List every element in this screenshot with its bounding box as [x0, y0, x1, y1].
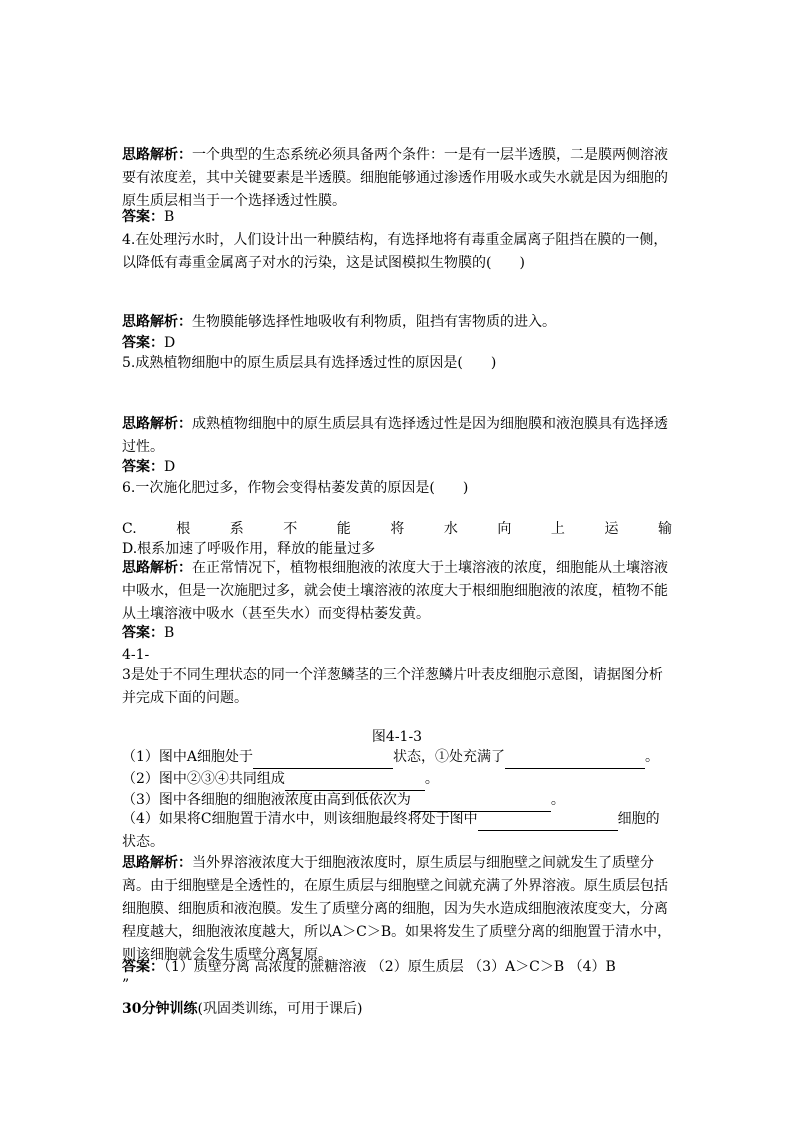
answer-label: 答案： [122, 459, 164, 475]
answer-value: （1）质壁分离 高浓度的蔗糖溶液 （2）原生质层 （3）A＞C＞B （4）B [164, 959, 616, 975]
option-c-char: 不 [283, 521, 298, 537]
analysis-text: 当外界溶液浓度大于细胞液浓度时，原生质层与细胞壁之间就发生了质壁分离。由于细胞壁是全透性的，在原生质层与细胞壁之间就充满了外界溶液。原生质层包括细胞膜、细胞质和液泡膜。发生了质壁分离的细胞，因为失水造成细胞液浓度变大，分离程度越大，细胞液浓度越大，所以A＞C＞B。如果将发生了质壁分离的细胞置于清水中，则该细胞就会发生质壁分离复原。 [122, 855, 672, 963]
answer-line-3 [122, 456, 672, 479]
subquestion-text: 状态，①处充满了 [393, 749, 506, 765]
analysis-text: 一个典型的生态系统必须具备两个条件：一是有一层半透膜，二是膜两侧溶液要有浓度差，其中关键要素是半透膜。细胞能够通过渗透作用吸水或失水就是因为细胞的原生质层相当于一个选择透过性膜。 [122, 147, 668, 209]
subquestion-2 [122, 768, 672, 791]
question-4: 4.在处理污水时，人们设计出一种膜结构，有选择地将有毒重金属离子阻挡在膜的一侧，以降低有毒重金属离子对水的污染，这是试图模拟生物膜的( ) [122, 232, 668, 271]
analysis-label: 思路解析： [122, 416, 192, 432]
answer-label: 答案： [122, 209, 164, 225]
option-c-char: 向 [497, 521, 512, 537]
footer-heading [122, 998, 672, 1021]
figure-reference: 4-1- [122, 647, 150, 663]
subquestion-text: （3）图中各细胞的细胞液浓度由高到低依次为 [122, 792, 411, 808]
analysis-paragraph-5 [122, 852, 672, 967]
option-c-char: C. [122, 521, 137, 537]
analysis-label: 思路解析： [122, 147, 192, 163]
analysis-text: 在正常情况下，植物根细胞液的浓度大于土壤溶液的浓度，细胞能从土壤溶液中吸水，但是一次施肥过多，就会使土壤溶液的浓度大于根细胞细胞液的浓度，植物不能从土壤溶液中吸水（甚至失水）而变得枯萎发黄。 [122, 560, 668, 622]
option-c-char: 将 [390, 521, 405, 537]
subquestion-4 [122, 808, 672, 854]
analysis-paragraph-4 [122, 557, 672, 626]
analysis-text: 成熟植物细胞中的原生质层具有选择透过性是因为细胞膜和液泡膜具有选择透过性。 [122, 416, 668, 455]
analysis-paragraph-1 [122, 144, 672, 213]
analysis-paragraph-3 [122, 413, 672, 459]
subquestion-text: 。 [424, 771, 439, 787]
subquestion-text: （2）图中②③④共同组成 [122, 771, 285, 787]
subquestion-text: 。 [550, 792, 565, 808]
answer-label: 答案： [122, 959, 164, 975]
analysis-text: 生物膜能够选择性地吸收有利物质，阻挡有害物质的进入。 [192, 314, 556, 330]
footer-bold: 30分钟训练 [122, 1001, 198, 1017]
subquestion-text: 细胞的状态。 [122, 811, 660, 850]
stray-mark: ” [122, 977, 130, 993]
option-c-char: 根 [176, 521, 191, 537]
figure-caption: 图4-1-3 [371, 729, 423, 745]
question-7: 3是处于不同生理状态的同一个洋葱鳞茎的三个洋葱鳞片叶表皮细胞示意图，请据图分析并完成下面的问题。 [122, 667, 663, 706]
question-5: 5.成熟植物细胞中的原生质层具有选择透过性的原因是( ) [122, 355, 497, 371]
question-6: 6.一次施化肥过多，作物会变得枯萎发黄的原因是( ) [122, 480, 469, 496]
analysis-paragraph-2 [122, 311, 672, 334]
answer-label: 答案： [122, 625, 164, 641]
answer-value: D [164, 335, 176, 351]
answer-value: D [164, 459, 176, 475]
footer-rest: (巩固类训练，可用于课后) [197, 1001, 363, 1017]
option-d: D.根系加速了呼吸作用，释放的能量过多 [122, 541, 376, 557]
subquestion-text: （1）图中A细胞处于 [122, 749, 254, 765]
answer-blank [505, 752, 645, 769]
answer-value: B [164, 209, 175, 225]
answer-blank [253, 752, 393, 769]
option-c-char: 运 [604, 521, 619, 537]
answer-line-1 [122, 206, 672, 229]
subquestion-text: 。 [645, 749, 660, 765]
option-c-char: 水 [443, 521, 458, 537]
option-c-char: 上 [550, 521, 565, 537]
option-c-char: 能 [336, 521, 351, 537]
subquestion-text: （4）如果将C细胞置于清水中，则该细胞最终将处于图中 [122, 811, 478, 827]
option-c-char: 输 [657, 521, 672, 537]
analysis-label: 思路解析： [122, 855, 192, 871]
option-c-char: 系 [229, 521, 244, 537]
answer-value: B [164, 625, 175, 641]
answer-label: 答案： [122, 335, 164, 351]
analysis-label: 思路解析： [122, 560, 192, 576]
analysis-label: 思路解析： [122, 314, 192, 330]
subquestion-1 [122, 746, 672, 769]
answer-blank [478, 814, 618, 831]
answer-line-4 [122, 622, 672, 645]
